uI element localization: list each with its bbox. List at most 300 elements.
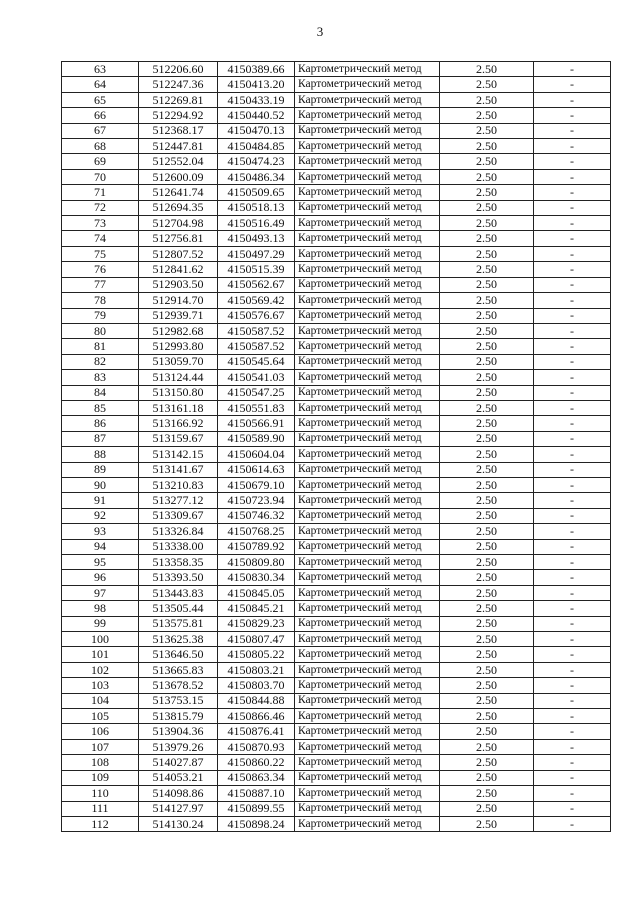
point-number-cell: 100 — [62, 632, 139, 647]
point-number-cell: 85 — [62, 400, 139, 415]
note-cell: - — [534, 108, 611, 123]
x-coordinate-cell: 513358.35 — [139, 555, 218, 570]
point-number-cell: 99 — [62, 616, 139, 631]
point-number-cell: 88 — [62, 447, 139, 462]
y-coordinate-cell: 4150433.19 — [218, 92, 295, 107]
table-row — [62, 139, 611, 154]
note-cell: - — [534, 770, 611, 785]
method-cell: Картометрический метод — [295, 462, 440, 477]
y-coordinate-cell: 4150898.24 — [218, 816, 295, 831]
point-number-cell: 78 — [62, 293, 139, 308]
table-row — [62, 493, 611, 508]
table-row — [62, 601, 611, 616]
y-coordinate-cell: 4150545.64 — [218, 354, 295, 369]
y-coordinate-cell: 4150789.92 — [218, 539, 295, 554]
point-number-cell: 96 — [62, 570, 139, 585]
table-row — [62, 277, 611, 292]
accuracy-cell: 2.50 — [440, 385, 534, 400]
table-row — [62, 693, 611, 708]
x-coordinate-cell: 512694.35 — [139, 200, 218, 215]
note-cell: - — [534, 585, 611, 600]
y-coordinate-cell: 4150413.20 — [218, 77, 295, 92]
note-cell: - — [534, 77, 611, 92]
accuracy-cell: 2.50 — [440, 262, 534, 277]
accuracy-cell: 2.50 — [440, 678, 534, 693]
accuracy-cell: 2.50 — [440, 400, 534, 415]
accuracy-cell: 2.50 — [440, 524, 534, 539]
note-cell: - — [534, 400, 611, 415]
y-coordinate-cell: 4150876.41 — [218, 724, 295, 739]
accuracy-cell: 2.50 — [440, 416, 534, 431]
x-coordinate-cell: 512993.80 — [139, 339, 218, 354]
method-cell: Картометрический метод — [295, 262, 440, 277]
note-cell: - — [534, 370, 611, 385]
method-cell: Картометрический метод — [295, 139, 440, 154]
x-coordinate-cell: 513309.67 — [139, 508, 218, 523]
note-cell: - — [534, 92, 611, 107]
method-cell: Картометрический метод — [295, 447, 440, 462]
x-coordinate-cell: 513646.50 — [139, 647, 218, 662]
x-coordinate-cell: 513277.12 — [139, 493, 218, 508]
y-coordinate-cell: 4150589.90 — [218, 431, 295, 446]
y-coordinate-cell: 4150497.29 — [218, 246, 295, 261]
x-coordinate-cell: 513904.36 — [139, 724, 218, 739]
y-coordinate-cell: 4150440.52 — [218, 108, 295, 123]
point-number-cell: 107 — [62, 739, 139, 754]
accuracy-cell: 2.50 — [440, 77, 534, 92]
table-row — [62, 678, 611, 693]
note-cell: - — [534, 724, 611, 739]
accuracy-cell: 2.50 — [440, 632, 534, 647]
table-row — [62, 169, 611, 184]
table-row — [62, 416, 611, 431]
table-row — [62, 231, 611, 246]
note-cell: - — [534, 231, 611, 246]
point-number-cell: 77 — [62, 277, 139, 292]
note-cell: - — [534, 755, 611, 770]
x-coordinate-cell: 512704.98 — [139, 216, 218, 231]
note-cell: - — [534, 385, 611, 400]
method-cell: Картометрический метод — [295, 709, 440, 724]
table-row — [62, 447, 611, 462]
point-number-cell: 92 — [62, 508, 139, 523]
method-cell: Картометрический метод — [295, 662, 440, 677]
x-coordinate-cell: 512807.52 — [139, 246, 218, 261]
y-coordinate-cell: 4150746.32 — [218, 508, 295, 523]
accuracy-cell: 2.50 — [440, 493, 534, 508]
y-coordinate-cell: 4150866.46 — [218, 709, 295, 724]
table-row — [62, 524, 611, 539]
accuracy-cell: 2.50 — [440, 662, 534, 677]
method-cell: Картометрический метод — [295, 616, 440, 631]
point-number-cell: 69 — [62, 154, 139, 169]
point-number-cell: 111 — [62, 801, 139, 816]
x-coordinate-cell: 512247.36 — [139, 77, 218, 92]
x-coordinate-cell: 512756.81 — [139, 231, 218, 246]
accuracy-cell: 2.50 — [440, 770, 534, 785]
point-number-cell: 102 — [62, 662, 139, 677]
method-cell: Картометрический метод — [295, 62, 440, 77]
accuracy-cell: 2.50 — [440, 431, 534, 446]
x-coordinate-cell: 513210.83 — [139, 477, 218, 492]
point-number-cell: 71 — [62, 185, 139, 200]
x-coordinate-cell: 513815.79 — [139, 709, 218, 724]
point-number-cell: 83 — [62, 370, 139, 385]
table-row — [62, 123, 611, 138]
method-cell: Картометрический метод — [295, 755, 440, 770]
y-coordinate-cell: 4150887.10 — [218, 786, 295, 801]
x-coordinate-cell: 512841.62 — [139, 262, 218, 277]
accuracy-cell: 2.50 — [440, 293, 534, 308]
y-coordinate-cell: 4150803.70 — [218, 678, 295, 693]
point-number-cell: 103 — [62, 678, 139, 693]
point-number-cell: 70 — [62, 169, 139, 184]
method-cell: Картометрический метод — [295, 354, 440, 369]
table-row — [62, 262, 611, 277]
y-coordinate-cell: 4150830.34 — [218, 570, 295, 585]
table-row — [62, 647, 611, 662]
accuracy-cell: 2.50 — [440, 693, 534, 708]
note-cell: - — [534, 462, 611, 477]
x-coordinate-cell: 512447.81 — [139, 139, 218, 154]
y-coordinate-cell: 4150484.85 — [218, 139, 295, 154]
accuracy-cell: 2.50 — [440, 92, 534, 107]
method-cell: Картометрический метод — [295, 816, 440, 831]
point-number-cell: 76 — [62, 262, 139, 277]
note-cell: - — [534, 169, 611, 184]
x-coordinate-cell: 513326.84 — [139, 524, 218, 539]
note-cell: - — [534, 431, 611, 446]
accuracy-cell: 2.50 — [440, 739, 534, 754]
method-cell: Картометрический метод — [295, 277, 440, 292]
method-cell: Картометрический метод — [295, 339, 440, 354]
table-row — [62, 154, 611, 169]
method-cell: Картометрический метод — [295, 693, 440, 708]
accuracy-cell: 2.50 — [440, 185, 534, 200]
point-number-cell: 98 — [62, 601, 139, 616]
point-number-cell: 91 — [62, 493, 139, 508]
note-cell: - — [534, 200, 611, 215]
method-cell: Картометрический метод — [295, 92, 440, 107]
x-coordinate-cell: 514127.97 — [139, 801, 218, 816]
accuracy-cell: 2.50 — [440, 108, 534, 123]
point-number-cell: 95 — [62, 555, 139, 570]
y-coordinate-cell: 4150389.66 — [218, 62, 295, 77]
note-cell: - — [534, 139, 611, 154]
y-coordinate-cell: 4150829.23 — [218, 616, 295, 631]
table-row — [62, 200, 611, 215]
y-coordinate-cell: 4150679.10 — [218, 477, 295, 492]
x-coordinate-cell: 514098.86 — [139, 786, 218, 801]
y-coordinate-cell: 4150803.21 — [218, 662, 295, 677]
accuracy-cell: 2.50 — [440, 647, 534, 662]
point-number-cell: 80 — [62, 323, 139, 338]
point-number-cell: 75 — [62, 246, 139, 261]
method-cell: Картометрический метод — [295, 370, 440, 385]
method-cell: Картометрический метод — [295, 524, 440, 539]
method-cell: Картометрический метод — [295, 293, 440, 308]
accuracy-cell: 2.50 — [440, 370, 534, 385]
method-cell: Картометрический метод — [295, 431, 440, 446]
x-coordinate-cell: 513575.81 — [139, 616, 218, 631]
note-cell: - — [534, 123, 611, 138]
table-row — [62, 616, 611, 631]
note-cell: - — [534, 739, 611, 754]
y-coordinate-cell: 4150870.93 — [218, 739, 295, 754]
accuracy-cell: 2.50 — [440, 231, 534, 246]
point-number-cell: 112 — [62, 816, 139, 831]
method-cell: Картометрический метод — [295, 801, 440, 816]
x-coordinate-cell: 513753.15 — [139, 693, 218, 708]
table-row — [62, 216, 611, 231]
point-number-cell: 84 — [62, 385, 139, 400]
table-row — [62, 739, 611, 754]
x-coordinate-cell: 512903.50 — [139, 277, 218, 292]
x-coordinate-cell: 513625.38 — [139, 632, 218, 647]
point-number-cell: 68 — [62, 139, 139, 154]
x-coordinate-cell: 512914.70 — [139, 293, 218, 308]
x-coordinate-cell: 514053.21 — [139, 770, 218, 785]
x-coordinate-cell: 513124.44 — [139, 370, 218, 385]
point-number-cell: 64 — [62, 77, 139, 92]
table-row — [62, 632, 611, 647]
note-cell: - — [534, 62, 611, 77]
point-number-cell: 67 — [62, 123, 139, 138]
method-cell: Картометрический метод — [295, 169, 440, 184]
table-row — [62, 62, 611, 77]
table-row — [62, 108, 611, 123]
point-number-cell: 93 — [62, 524, 139, 539]
accuracy-cell: 2.50 — [440, 585, 534, 600]
y-coordinate-cell: 4150723.94 — [218, 493, 295, 508]
table-row — [62, 770, 611, 785]
accuracy-cell: 2.50 — [440, 123, 534, 138]
accuracy-cell: 2.50 — [440, 447, 534, 462]
y-coordinate-cell: 4150860.22 — [218, 755, 295, 770]
note-cell: - — [534, 508, 611, 523]
y-coordinate-cell: 4150518.13 — [218, 200, 295, 215]
note-cell: - — [534, 477, 611, 492]
table-row — [62, 709, 611, 724]
note-cell: - — [534, 632, 611, 647]
table-row — [62, 385, 611, 400]
method-cell: Картометрический метод — [295, 231, 440, 246]
coordinates-table — [61, 61, 611, 832]
y-coordinate-cell: 4150614.63 — [218, 462, 295, 477]
point-number-cell: 101 — [62, 647, 139, 662]
x-coordinate-cell: 512552.04 — [139, 154, 218, 169]
note-cell: - — [534, 293, 611, 308]
method-cell: Картометрический метод — [295, 570, 440, 585]
y-coordinate-cell: 4150845.21 — [218, 601, 295, 616]
point-number-cell: 63 — [62, 62, 139, 77]
accuracy-cell: 2.50 — [440, 200, 534, 215]
accuracy-cell: 2.50 — [440, 724, 534, 739]
note-cell: - — [534, 308, 611, 323]
method-cell: Картометрический метод — [295, 770, 440, 785]
x-coordinate-cell: 512206.60 — [139, 62, 218, 77]
accuracy-cell: 2.50 — [440, 62, 534, 77]
note-cell: - — [534, 539, 611, 554]
table-row — [62, 508, 611, 523]
accuracy-cell: 2.50 — [440, 169, 534, 184]
note-cell: - — [534, 447, 611, 462]
y-coordinate-cell: 4150551.83 — [218, 400, 295, 415]
accuracy-cell: 2.50 — [440, 508, 534, 523]
note-cell: - — [534, 693, 611, 708]
accuracy-cell: 2.50 — [440, 339, 534, 354]
point-number-cell: 79 — [62, 308, 139, 323]
note-cell: - — [534, 416, 611, 431]
method-cell: Картометрический метод — [295, 216, 440, 231]
table-row — [62, 662, 611, 677]
note-cell: - — [534, 555, 611, 570]
point-number-cell: 109 — [62, 770, 139, 785]
method-cell: Картометрический метод — [295, 246, 440, 261]
x-coordinate-cell: 513393.50 — [139, 570, 218, 585]
y-coordinate-cell: 4150486.34 — [218, 169, 295, 184]
x-coordinate-cell: 513665.83 — [139, 662, 218, 677]
x-coordinate-cell: 513505.44 — [139, 601, 218, 616]
y-coordinate-cell: 4150768.25 — [218, 524, 295, 539]
method-cell: Картометрический метод — [295, 493, 440, 508]
x-coordinate-cell: 513142.15 — [139, 447, 218, 462]
x-coordinate-cell: 512368.17 — [139, 123, 218, 138]
table-row — [62, 585, 611, 600]
point-number-cell: 94 — [62, 539, 139, 554]
method-cell: Картометрический метод — [295, 77, 440, 92]
method-cell: Картометрический метод — [295, 632, 440, 647]
y-coordinate-cell: 4150566.91 — [218, 416, 295, 431]
accuracy-cell: 2.50 — [440, 308, 534, 323]
point-number-cell: 104 — [62, 693, 139, 708]
table-row — [62, 323, 611, 338]
note-cell: - — [534, 786, 611, 801]
accuracy-cell: 2.50 — [440, 323, 534, 338]
y-coordinate-cell: 4150576.67 — [218, 308, 295, 323]
method-cell: Картометрический метод — [295, 200, 440, 215]
table-row — [62, 308, 611, 323]
accuracy-cell: 2.50 — [440, 816, 534, 831]
table-row — [62, 539, 611, 554]
y-coordinate-cell: 4150541.03 — [218, 370, 295, 385]
point-number-cell: 81 — [62, 339, 139, 354]
point-number-cell: 66 — [62, 108, 139, 123]
accuracy-cell: 2.50 — [440, 601, 534, 616]
method-cell: Картометрический метод — [295, 308, 440, 323]
point-number-cell: 110 — [62, 786, 139, 801]
point-number-cell: 106 — [62, 724, 139, 739]
y-coordinate-cell: 4150587.52 — [218, 339, 295, 354]
y-coordinate-cell: 4150547.25 — [218, 385, 295, 400]
table-row — [62, 400, 611, 415]
note-cell: - — [534, 323, 611, 338]
method-cell: Картометрический метод — [295, 416, 440, 431]
accuracy-cell: 2.50 — [440, 354, 534, 369]
note-cell: - — [534, 493, 611, 508]
table-row — [62, 816, 611, 831]
y-coordinate-cell: 4150809.80 — [218, 555, 295, 570]
point-number-cell: 90 — [62, 477, 139, 492]
table-row — [62, 555, 611, 570]
x-coordinate-cell: 513161.18 — [139, 400, 218, 415]
point-number-cell: 82 — [62, 354, 139, 369]
y-coordinate-cell: 4150899.55 — [218, 801, 295, 816]
note-cell: - — [534, 524, 611, 539]
table-row — [62, 724, 611, 739]
point-number-cell: 65 — [62, 92, 139, 107]
x-coordinate-cell: 513166.92 — [139, 416, 218, 431]
table-row — [62, 431, 611, 446]
method-cell: Картометрический метод — [295, 724, 440, 739]
table-row — [62, 570, 611, 585]
table-row — [62, 92, 611, 107]
y-coordinate-cell: 4150516.49 — [218, 216, 295, 231]
table-row — [62, 755, 611, 770]
table-row — [62, 354, 611, 369]
y-coordinate-cell: 4150805.22 — [218, 647, 295, 662]
note-cell: - — [534, 678, 611, 693]
accuracy-cell: 2.50 — [440, 477, 534, 492]
accuracy-cell: 2.50 — [440, 555, 534, 570]
table-row — [62, 339, 611, 354]
y-coordinate-cell: 4150587.52 — [218, 323, 295, 338]
accuracy-cell: 2.50 — [440, 277, 534, 292]
note-cell: - — [534, 277, 611, 292]
table-row — [62, 246, 611, 261]
method-cell: Картометрический метод — [295, 400, 440, 415]
x-coordinate-cell: 513150.80 — [139, 385, 218, 400]
accuracy-cell: 2.50 — [440, 801, 534, 816]
note-cell: - — [534, 216, 611, 231]
x-coordinate-cell: 513141.67 — [139, 462, 218, 477]
x-coordinate-cell: 512982.68 — [139, 323, 218, 338]
y-coordinate-cell: 4150515.39 — [218, 262, 295, 277]
x-coordinate-cell: 514130.24 — [139, 816, 218, 831]
point-number-cell: 74 — [62, 231, 139, 246]
method-cell: Картометрический метод — [295, 539, 440, 554]
x-coordinate-cell: 512600.09 — [139, 169, 218, 184]
table-row — [62, 477, 611, 492]
note-cell: - — [534, 662, 611, 677]
method-cell: Картометрический метод — [295, 323, 440, 338]
table-row — [62, 185, 611, 200]
accuracy-cell: 2.50 — [440, 755, 534, 770]
accuracy-cell: 2.50 — [440, 246, 534, 261]
note-cell: - — [534, 647, 611, 662]
method-cell: Картометрический метод — [295, 508, 440, 523]
point-number-cell: 108 — [62, 755, 139, 770]
note-cell: - — [534, 616, 611, 631]
accuracy-cell: 2.50 — [440, 539, 534, 554]
point-number-cell: 105 — [62, 709, 139, 724]
method-cell: Картометрический метод — [295, 385, 440, 400]
y-coordinate-cell: 4150604.04 — [218, 447, 295, 462]
method-cell: Картометрический метод — [295, 477, 440, 492]
point-number-cell: 86 — [62, 416, 139, 431]
x-coordinate-cell: 514027.87 — [139, 755, 218, 770]
x-coordinate-cell: 513159.67 — [139, 431, 218, 446]
note-cell: - — [534, 570, 611, 585]
coordinates-table-body — [62, 62, 611, 832]
table-row — [62, 801, 611, 816]
method-cell: Картометрический метод — [295, 555, 440, 570]
table-row — [62, 77, 611, 92]
note-cell: - — [534, 354, 611, 369]
point-number-cell: 72 — [62, 200, 139, 215]
x-coordinate-cell: 513059.70 — [139, 354, 218, 369]
x-coordinate-cell: 512641.74 — [139, 185, 218, 200]
